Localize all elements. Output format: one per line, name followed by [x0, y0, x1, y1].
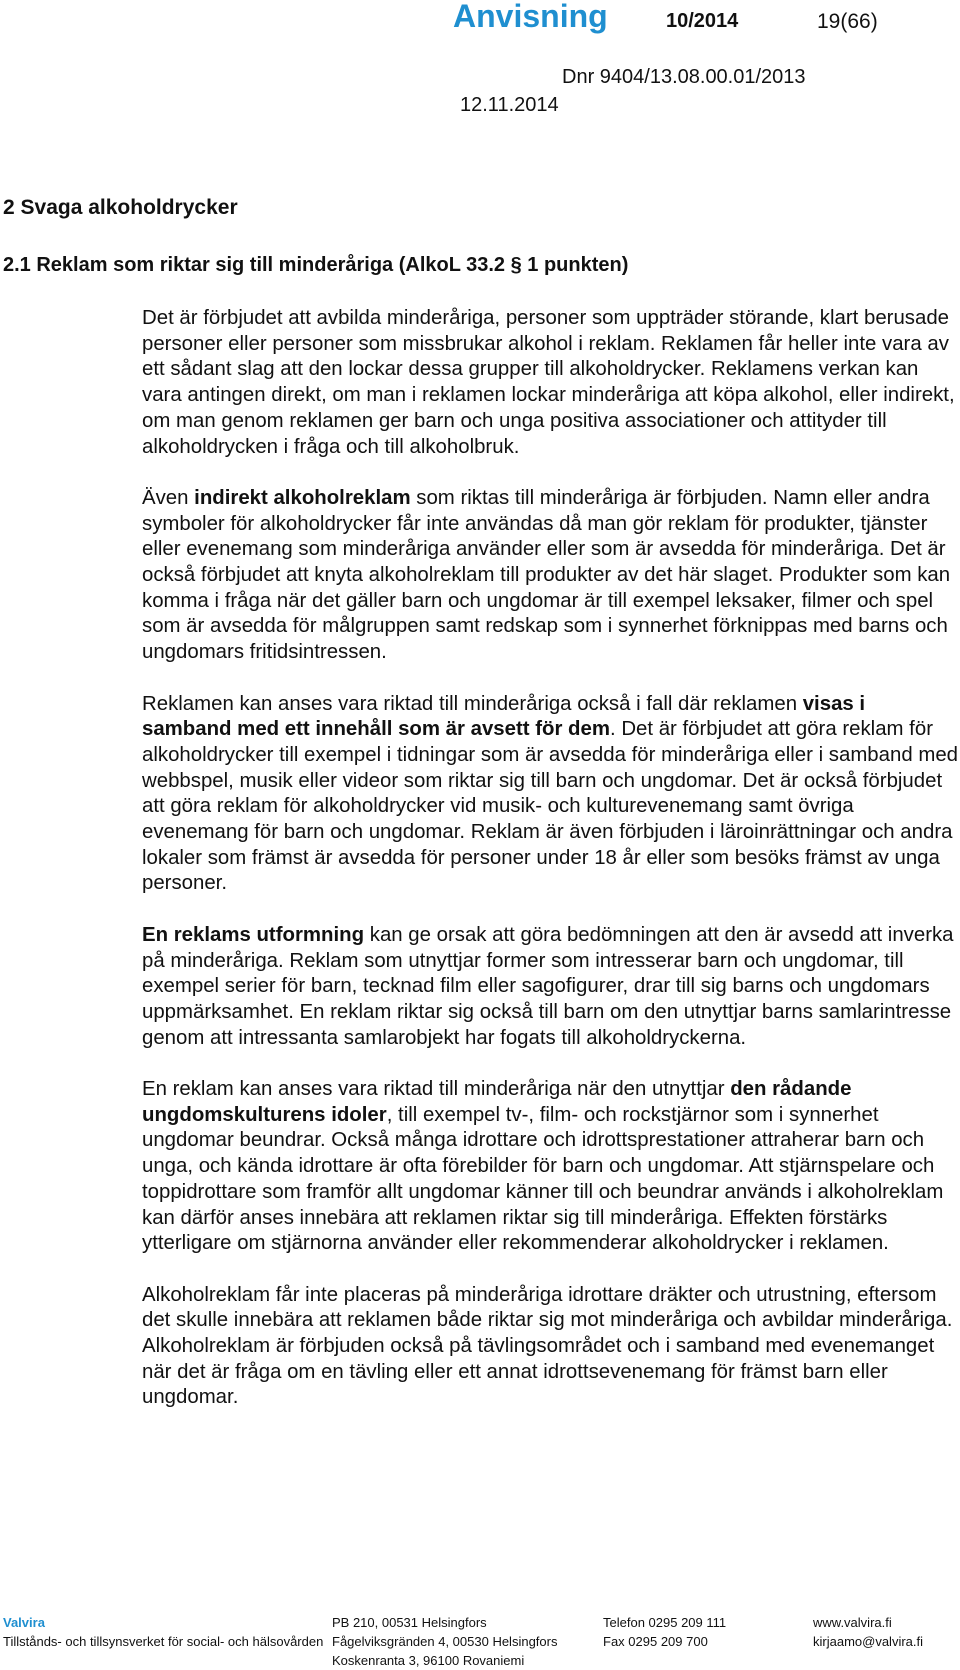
footer-fax: Fax 0295 209 700: [603, 1634, 708, 1649]
paragraph: [142, 692, 958, 898]
footer-address-1: PB 210, 00531 Helsingfors: [332, 1615, 487, 1630]
paragraph: [142, 923, 958, 1052]
text-run: som riktas till minderåriga är förbjuden. Namn eller andra symboler för alkoholdrycker får inte användas då man gör reklam för produkter, tjänster eller evenemang som minderåriga använder eller som är avsedda för minderåriga. Det är också förbjudet att knyta alkoholreklam till produkter av det här slaget. Produkter som kan komma i fråga när det gäller barn och ungdomar är till exempel leksaker, filmer och spel som är avsedda för målgruppen samt redskap som i synnerhet förknippas med barns och ungdomars fritidsintressen.: [142, 486, 951, 664]
page-indicator: 19(66): [817, 10, 878, 33]
text-run: , till exempel tv-, film- och rockstjärnor som i synnerhet ungdomar beundrar. Också många idrottare och idrottsprestationer attraherar barn och unga, och kända idrottare är ofta förebilder för barn och ungdomar. Att stjärnspelare och toppidrottare som framför allt ungdomar känner till och beundrar används i alkoholreklam kan därför anses innebära att reklamen riktar sig till minderåriga. Effekten förstärks ytterligare om stjärnorna använder eller rekommenderar alkoholdrycker i reklamen.: [142, 1103, 944, 1255]
footer-org: Valvira: [3, 1615, 45, 1630]
text-run: Reklamen kan anses vara riktad till minderåriga också i fall där reklamen: [142, 692, 803, 715]
body-text: [142, 306, 958, 1411]
bold-phrase: indirekt alkoholreklam: [194, 486, 411, 509]
bold-phrase: den rådande ungdomskulturens idoler: [142, 1078, 852, 1126]
registry-number: Dnr 9404/13.08.00.01/2013: [562, 66, 806, 88]
document-date: 12.11.2014: [460, 94, 559, 116]
paragraph: [142, 1283, 958, 1412]
paragraph: [142, 486, 958, 666]
bold-phrase: visas i samband med ett innehåll som är avsett för dem: [142, 692, 866, 741]
text-run: . Det är förbjudet att göra reklam för alkoholdrycker till exempel i tidningar som är avsedda för minderåriga eller i samband med webbspel, musik eller videor som riktar sig till barn och ungdomar. Det är också förbjudet att göra reklam för alkoholdrycker vid musik- och kulturevenemang samt övriga evenemang för barn och ungdomar. Reklam är även förbjuden i läroinrättningar och andra lokaler som främst är avsedda för personer under 18 år eller som besöks främst av unga personer.: [142, 718, 959, 895]
text-run: En reklam kan anses vara riktad till minderåriga när den utnyttjar: [142, 1078, 731, 1101]
text-run: Alkoholreklam får inte placeras på minderåriga idrottare dräkter och utrustning, eftersom det skulle innebära att reklamen både riktar sig mot minderåriga och avbildar minderåriga. Alkoholreklam är förbjuden också på tävlingsområdet och i samband med evenemanget när det är fråga om en tävling eller ett annat idrottsevenemang för främst barn eller ungdomar.: [142, 1283, 953, 1409]
text-run: Även: [142, 486, 195, 509]
section-heading: 2 Svaga alkoholdrycker: [3, 196, 238, 219]
footer-address-2: Fågelviksgränden 4, 00530 Helsingfors: [332, 1634, 558, 1649]
paragraph: [142, 306, 958, 460]
footer-org-full: Tillstånds- och tillsynsverket för social- och hälsovården: [3, 1634, 324, 1649]
footer-phone: Telefon 0295 209 111: [603, 1615, 727, 1630]
text-run: kan ge orsak att göra bedömningen att den är avsedd att inverka på minderåriga. Reklam som utnyttjar former som intresserar barn och ungdomar, till exempel serier för barn, tecknad film eller sagofigurer, drar till sig barns och ungdomars uppmärksamhet. En reklam riktar sig också till barn om den utnyttjar barns samlarintresse genom att intressanta samlarobjekt har fogats till alkoholdryckerna.: [142, 923, 954, 1049]
document-number: 10/2014: [666, 10, 739, 32]
document-title: Anvisning: [453, 0, 608, 34]
paragraph: [142, 1077, 958, 1257]
footer-web-link[interactable]: www.valvira.fi: [813, 1615, 892, 1630]
footer-email-link[interactable]: kirjaamo@valvira.fi: [813, 1634, 923, 1649]
footer-address-3: Koskenranta 3, 96100 Rovaniemi: [332, 1653, 525, 1668]
text-run: Det är förbjudet att avbilda minderåriga, personer som uppträder störande, klart berusade personer eller personer som missbrukar alkohol i reklam. Reklamen får heller inte vara av ett sådant slag att den lockar dessa grupper till alkoholdrycker. Reklamens verkan kan vara antingen direkt, om man i reklamen lockar minderåriga att köpa alkohol, eller indirekt, om man genom reklamen ger barn och unga positiva associationer och attityder till alkoholdrycken i fråga och till alkoholbruk.: [142, 307, 955, 458]
bold-phrase: En reklams utformning: [142, 923, 365, 946]
subsection-heading: 2.1 Reklam som riktar sig till minderåriga (AlkoL 33.2 § 1 punkten): [3, 254, 629, 276]
